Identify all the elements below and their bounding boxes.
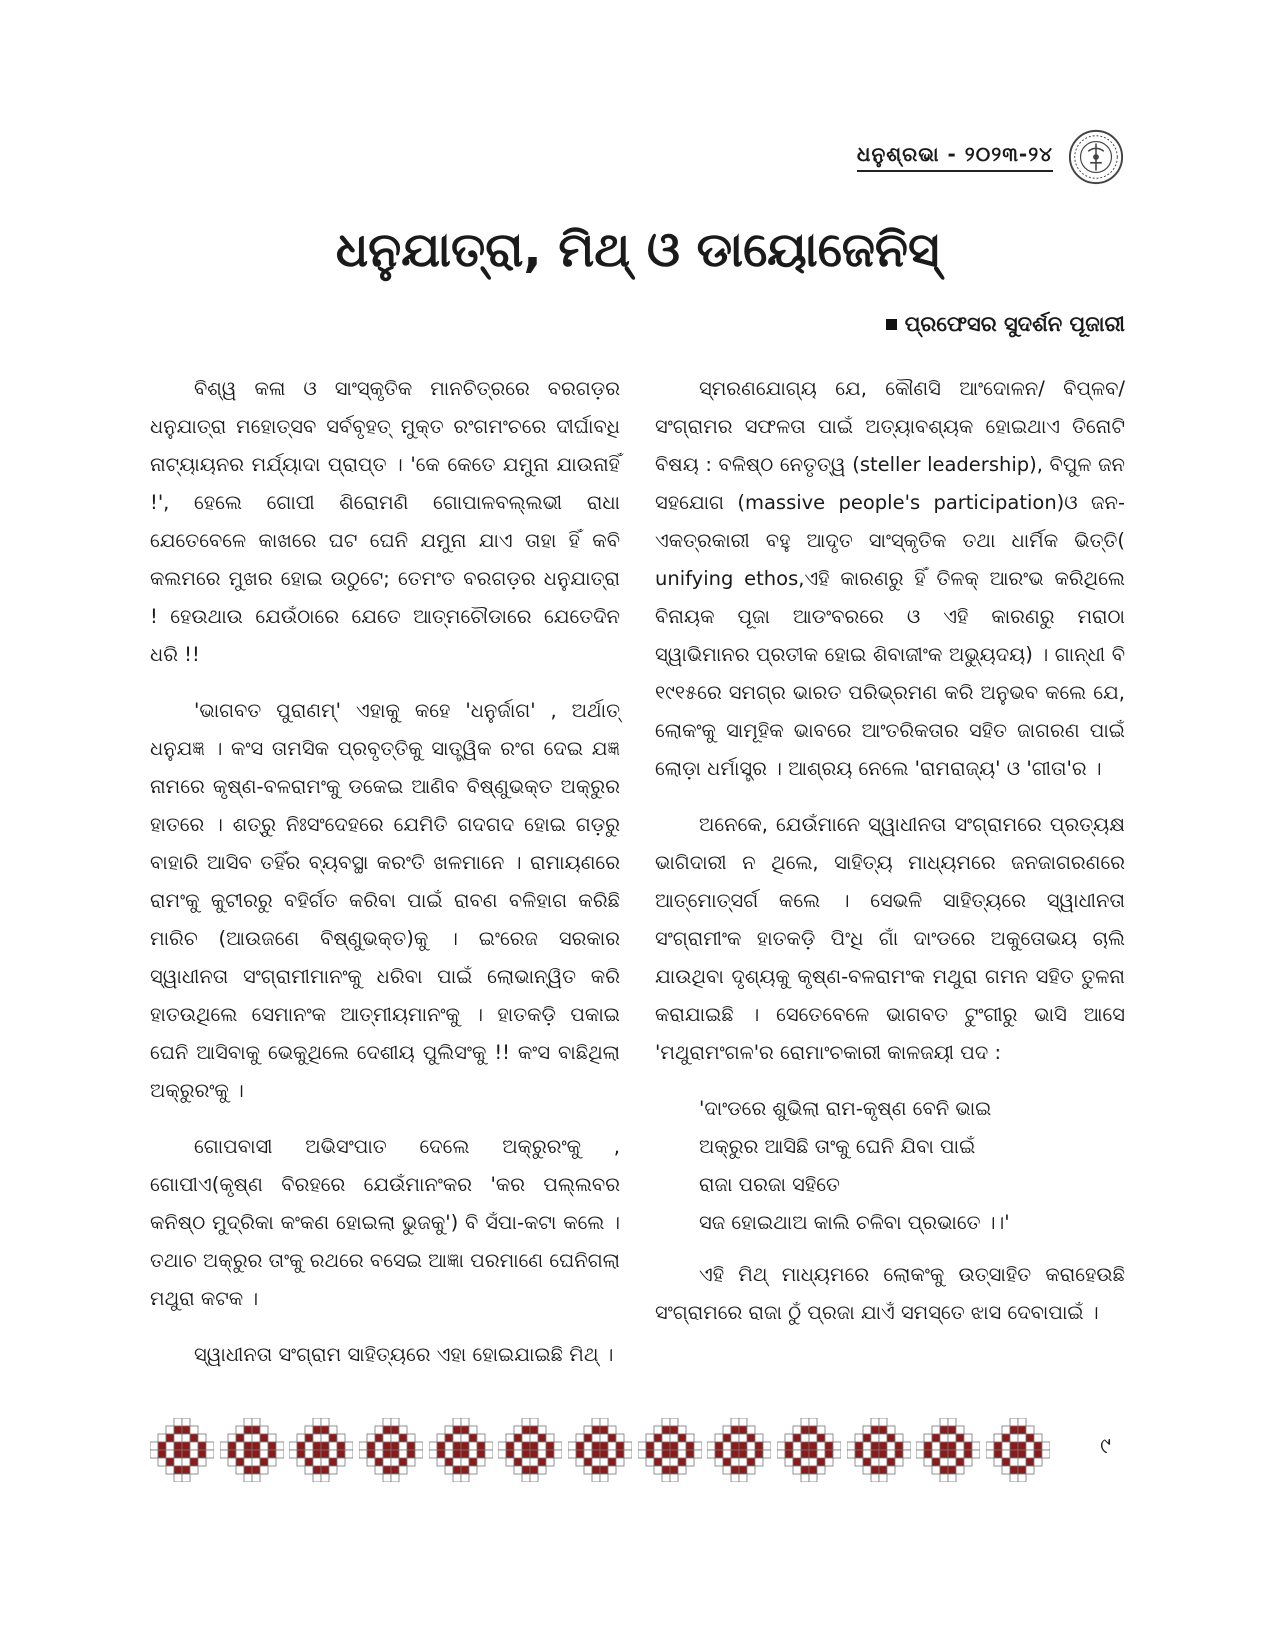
verse-line: ସଜ ହୋଇଥାଅ କାଲି ଚଳିବା ପ୍ରଭାତେ ।।' — [699, 1211, 1010, 1234]
author-byline — [886, 312, 1125, 337]
cross-ornament-icon — [777, 1418, 841, 1482]
paragraph: ସ୍ମରଣଯୋଗ୍ୟ ଯେ, କୌଣସି ଆଂଦୋଳନ/ ବିପ୍ଳବ/ ସଂଗ୍ରାମର ସଫଳତା ପାଇଁ ଅତ୍ୟାବଶ୍ୟକ ହୋଇଥାଏ ତିନୋଟି ବିଷୟ : ବଳିଷ୍ଠ ନେତୃତ୍ୱ (steller leadership), ବିପୁଳ ଜନ ସହଯୋଗ (massive people's participation)ଓ ଜନ-ଏକତ୍ରକାରୀ ବହୁ ଆଦୃତ ସାଂସ୍କୃତିକ ତଥା ଧାର୍ମିକ ଭିତ୍ତି( unifying ethos,ଏହି କାରଣରୁ ହିଁ ତିଳକ୍ ଆରଂଭ କରିଥିଲେ ବିନାୟକ ପୂଜା ଆଡଂବରରେ ଓ ଏହି କାରଣରୁ ମରାଠା ସ୍ୱାଭିମାନର ପ୍ରତୀକ ହୋଇ ଶିବାଜୀଂକ ଅଭ୍ୟୁଦୟ) । ଗାନ୍ଧୀ ବି ୧୯୧୫ରେ ସମଗ୍ର ଭାରତ ପରିଭ୍ରମଣ କରି ଅନୁଭବ କଲେ ଯେ, ଲୋକଂକୁ ସାମୂହିକ ଭାବରେ ଆଂତରିକତାର ସହିତ ଜାଗରଣ ପାଇଁ ଲୋଡ଼ା ଧର୍ମାସ୍ତ୍ର । ଆଶ୍ରୟ ନେଲେ 'ରାମରାଜ୍ୟ' ଓ 'ଗୀତା'ର । — [655, 377, 1125, 780]
cross-ornament-icon — [498, 1418, 562, 1482]
paragraph: 'ଭାଗବତ ପୁରାଣମ୍' ଏହାକୁ କହେ 'ଧନୁର୍ଜାଗ' , ଅର୍ଥାତ୍ ଧନୁଯଜ୍ଞ । କଂସ ତାମସିକ ପ୍ରବୃତ୍ତିକୁ ସାତ୍ତ୍ୱିକ ରଂଗ ଦେଇ ଯଜ୍ଞ ନାମରେ କୃଷ୍ଣ-ବଳରାମଂକୁ ଡକେଇ ଆଣିବ ବିଷ୍ଣୁଭକ୍ତ ଅକ୍ରୁର ହାତରେ । ଶତ୍ରୁ ନିଃସଂଦେହରେ ଯେମିତି ଗଦଗଦ ହୋଇ ଗଡ଼ରୁ ବାହାରି ଆସିବ ତହିଁର ବ୍ୟବସ୍ଥା କରଂତି ଖଳମାନେ । ରାମାୟଣରେ ରାମଂକୁ କୁଟୀରରୁ ବହିର୍ଗତ କରିବା ପାଇଁ ରାବଣ ବଳିହାଗ କରିଛି ମାରିଚ (ଆଉଜଣେ ବିଷ୍ଣୁଭକ୍ତ)କୁ । ଇଂରେଜ ସରକାର ସ୍ୱାଧୀନତା ସଂଗ୍ରାମୀମାନଂକୁ ଧରିବା ପାଇଁ ଲୋଭାନ୍ୱିତ କରି ହାତଉଥିଲେ ସେମାନଂକ ଆତ୍ମୀୟମାନଂକୁ । ହାତକଡ଼ି ପକାଇ ଘେନି ଆସିବାକୁ ଭେକୁଥିଲେ ଦେଶୀୟ ପୁଲିସଂକୁ !! କଂସ ବାଛିଥିଲା ଅକ୍ରୁରଂକୁ । — [150, 699, 620, 1102]
cross-ornament-icon — [429, 1418, 493, 1482]
header-title: ଧନୁଶ୍ରଭା - ୨୦୨୩-୨୪ — [857, 142, 1053, 172]
right-column — [655, 370, 1125, 1410]
cross-ornament-icon — [638, 1418, 702, 1482]
cross-ornament-icon — [568, 1418, 632, 1482]
cross-ornament-icon — [359, 1418, 423, 1482]
cross-ornament-icon — [289, 1418, 353, 1482]
verse-line: 'ଦାଂଡରେ ଶୁଭିଲା ରାମ-କୃଷ୍ଣ ବେନି ଭାଇ — [699, 1097, 992, 1120]
paragraph: ଅନେକେ, ଯେଉଁମାନେ ସ୍ୱାଧୀନତା ସଂଗ୍ରାମରେ ପ୍ରତ୍ୟକ୍ଷ ଭାଗିଦାରୀ ନ ଥିଲେ, ସାହିତ୍ୟ ମାଧ୍ୟମରେ ଜନଜାଗରଣରେ ଆତ୍ମୋତ୍ସର୍ଗ କଲେ । ସେଭଳି ସାହିତ୍ୟରେ ସ୍ୱାଧୀନତା ସଂଗ୍ରାମୀଂକ ହାତକଡ଼ି ପିଂଧି ଗାଁ ଦାଂଡରେ ଅକୁତୋଭୟ ଚାଲି ଯାଉଥିବା ଦୃଶ୍ୟକୁ କୃଷ୍ଣ-ବଳରାମଂକ ମଥୁରା ଗମନ ସହିତ ତୁଳନା କରାଯାଇଛି । ସେତେବେଳେ ଭାଗବତ ଟୁଂଗୀରୁ ଭାସି ଆସେ 'ମଥୁରାମଂଗଳ'ର ରୋମାଂଚକାରୀ କାଳଜୟୀ ପଦ : — [655, 813, 1125, 1064]
bullet-square-icon — [886, 319, 897, 330]
page-header — [857, 128, 1125, 186]
verse-line: ଅକ୍ରୁର ଆସିଛି ତାଂକୁ ଘେନି ଯିବା ପାଇଁ — [699, 1135, 976, 1158]
left-column — [150, 370, 620, 1410]
verse-line: ରାଜା ପରଜା ସହିତେ — [699, 1173, 840, 1196]
cross-ornament-icon — [986, 1418, 1050, 1482]
verse-block — [655, 1090, 1125, 1242]
article-body — [150, 370, 1125, 1410]
paragraph: ଗୋପବାସୀ ଅଭିସଂପାତ ଦେଲେ ଅକ୍ରୁରଂକୁ , ଗୋପୀଏ(କୃଷ୍ଣ ବିରହରେ ଯେଉଁମାନଂକର 'କର ପଲ୍ଲବର କନିଷ୍ଠ ମୁଦ୍ରିକା କଂକଣ ହୋଇଲା ଭୁଜକୁ') ବି ସଁପା-କଟା କଲେ । ତଥାଚ ଅକ୍ରୁର ତାଂକୁ ରଥରେ ବସେଇ ଆଜ୍ଞା ପରମାଣେ ଘେନିଗଲା ମଥୁରା କଟକ । — [150, 1135, 620, 1310]
cross-ornament-icon — [150, 1418, 214, 1482]
cross-ornament-icon — [847, 1418, 911, 1482]
page-number: ୯ — [1100, 1434, 1111, 1459]
article-title: ଧନୁଯାତ୍ରା, ମିଥ୍ ଓ ଡାୟୋଜେନିସ୍ — [335, 222, 940, 278]
paragraph: ବିଶ୍ୱ କଳା ଓ ସାଂସ୍କୃତିକ ମାନଚିତ୍ରରେ ବରଗଡ଼ର ଧନୁଯାତ୍ରା ମହୋତ୍ସବ ସର୍ବବୃହତ୍ ମୁକ୍ତ ରଂଗମଂଚରେ ଦୀର୍ଘାବଧି ନାଟ୍ୟାୟନର ମର୍ଯ୍ୟାଦା ପ୍ରାପ୍ତ । 'କେ କେତେ ଯମୁନା ଯାଉନାହିଁ !', ହେଲେ ଗୋପୀ ଶିରୋମଣି ଗୋପାଳବଲ୍ଲଭୀ ରାଧା ଯେତେବେଳେ କାଖରେ ଘଟ ଘେନି ଯମୁନା ଯାଏ ତାହା ହିଁ କବି କଲମରେ ମୁଖର ହୋଇ ଉଠୁଟେ; ତେମଂତ ବରଗଡ଼ର ଧନୁଯାତ୍ରା ! ହେଉଥାଉ ଯେଉଁଠାରେ ଯେତେ ଆତ୍ମଚୌଡାରେ ଯେତେଦିନ ଧରି !! — [150, 377, 620, 666]
author-name: ପ୍ରଫେସର ସୁଦର୍ଶନ ପୂଜାରୀ — [904, 312, 1125, 336]
paragraph: ସ୍ୱାଧୀନତା ସଂଗ୍ରାମ ସାହିତ୍ୟରେ ଏହା ହୋଇଯାଇଛି ମିଥ୍ । — [194, 1343, 614, 1366]
cross-ornament-icon — [220, 1418, 284, 1482]
cross-ornament-icon — [707, 1418, 771, 1482]
paragraph: ଏହି ମିଥ୍ ମାଧ୍ୟମରେ ଲୋକଂକୁ ଉତ୍ସାହିତ କରାହେଉଛି ସଂଗ୍ରାମରେ ରାଜା ଠୁଁ ପ୍ରଜା ଯାଏଁ ସମସ୍ତେ ଝାସ ଦେବାପାଇଁ । — [655, 1263, 1125, 1324]
emblem-seal-icon — [1067, 128, 1125, 186]
ornament-border — [150, 1418, 1050, 1482]
cross-ornament-icon — [916, 1418, 980, 1482]
